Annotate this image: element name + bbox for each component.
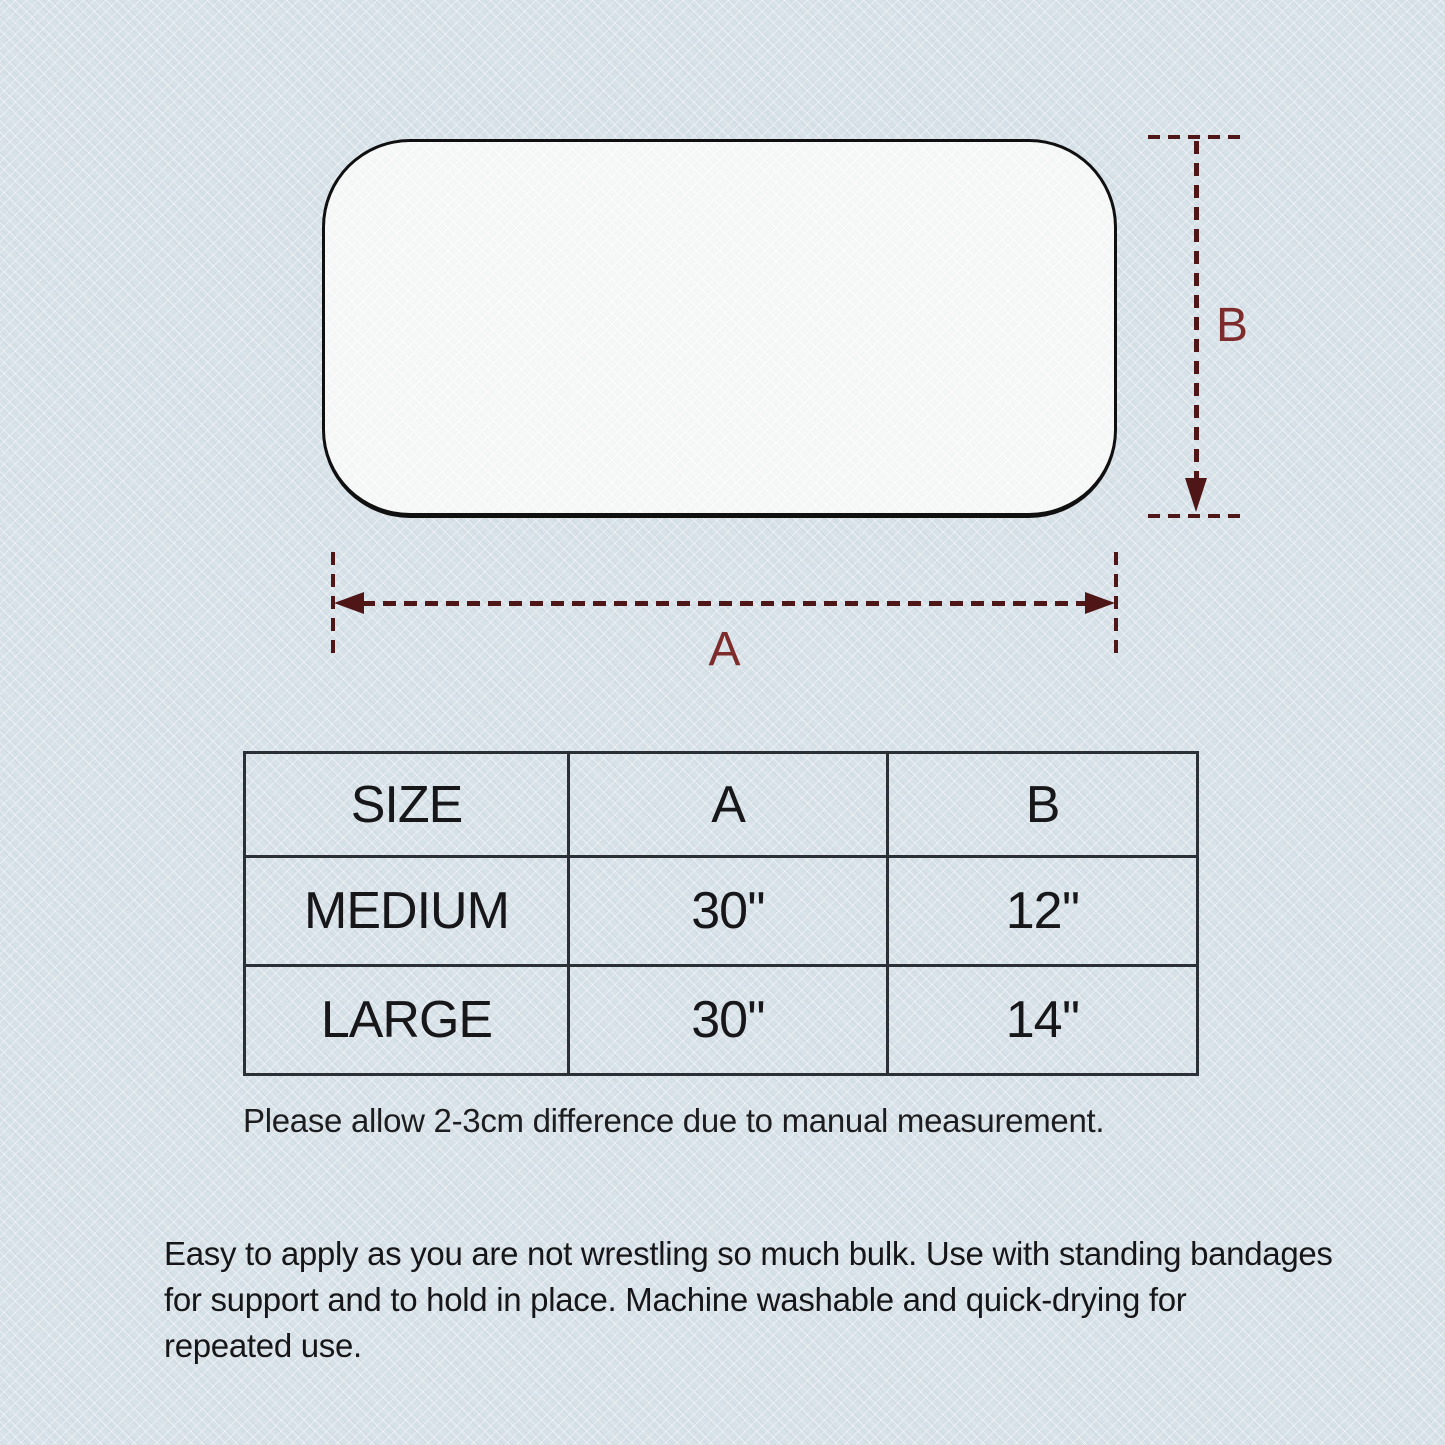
measurement-note: Please allow 2-3cm difference due to manual measurement.	[243, 1102, 1105, 1139]
size-table-header-row	[245, 753, 1198, 857]
description-line-3: repeated use.	[164, 1327, 362, 1364]
dimension-b-bottom-extent-line	[1148, 514, 1248, 518]
dimension-a-arrow-right-icon	[1085, 592, 1115, 614]
size-table-header-a: A	[568, 753, 887, 857]
size-cell-medium-b: 12''	[888, 857, 1198, 966]
size-table	[243, 751, 1199, 1076]
size-cell-large-a: 30''	[568, 966, 887, 1075]
size-table-header-size: SIZE	[245, 753, 569, 857]
product-outline-shape	[322, 139, 1117, 518]
product-description	[164, 1231, 1333, 1369]
size-table-row-large	[245, 966, 1198, 1075]
dimension-a-line	[362, 601, 1087, 606]
dimension-a-arrow-left-icon	[334, 592, 364, 614]
dimension-b-arrow-down-icon	[1185, 478, 1207, 512]
size-table-row-medium	[245, 857, 1198, 966]
size-cell-medium-a: 30''	[568, 857, 887, 966]
size-cell-medium: MEDIUM	[245, 857, 569, 966]
size-cell-large: LARGE	[245, 966, 569, 1075]
description-line-1: Easy to apply as you are not wrestling so much bulk. Use with standing bandages	[164, 1235, 1333, 1272]
dimension-b-label: B	[1216, 299, 1249, 352]
dimension-a-label: A	[708, 623, 741, 676]
description-line-2: for support and to hold in place. Machine washable and quick-drying for	[164, 1281, 1187, 1318]
size-cell-large-b: 14''	[888, 966, 1198, 1075]
dimension-b-top-extent-line	[1148, 135, 1248, 139]
dimension-b-line	[1194, 141, 1199, 478]
size-table-header-b: B	[888, 753, 1198, 857]
